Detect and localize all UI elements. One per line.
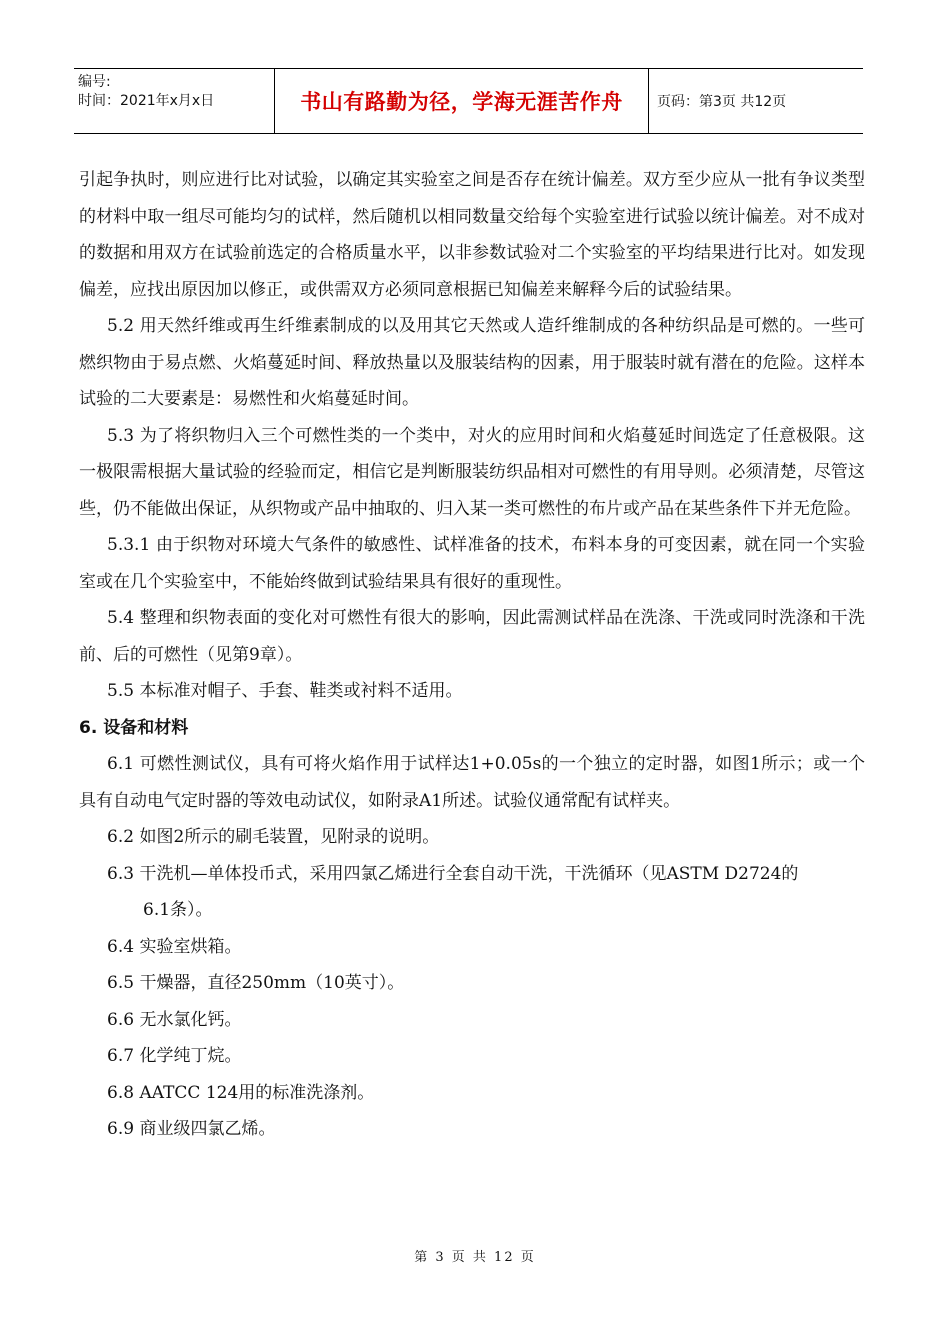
section-heading-6: 6. 设备和材料 [79, 717, 189, 738]
page-header [74, 68, 863, 134]
paragraph-6-1: 6.1 可燃性测试仪，具有可将火焰作用于试样达1+0.05s的一个独立的定时器，如图1所示；或一个具有自动电气定时器的等效电动试仪，如附录A1所述。试验仪通常配有试样夹。 [79, 754, 865, 811]
page-footer: 第 3 页 共 12 页 [414, 1250, 536, 1265]
paragraph-5-3-1: 5.3.1 由于织物对环境大气条件的敏感性、试样准备的技术，布料本身的可变因素，就在同一个实验室或在几个实验室中，不能始终做到试验结果具有很好的重现性。 [79, 535, 865, 592]
list-item-6-3-line1: 6.3 干洗机—单体投币式，采用四氯乙烯进行全套自动干洗，干洗循环（见ASTM D2724的 [107, 863, 799, 884]
list-item-6-5: 6.5 干燥器，直径250mm（10英寸）。 [107, 973, 405, 993]
list-item-6-7: 6.7 化学纯丁烷。 [107, 1046, 242, 1066]
list-item-6-2: 6.2 如图2所示的刷毛装置，见附录的说明。 [107, 827, 440, 847]
list-item-6-3-line2: 6.1条）。 [143, 900, 213, 920]
list-item-6-3 [79, 856, 865, 929]
paragraph-intro: 引起争执时，则应进行比对试验，以确定其实验室之间是否存在统计偏差。双方至少应从一批有争议类型的材料中取一组尽可能均匀的试样，然后随机以相同数量交给每个实验室进行试验以统计偏差。对不成对的数据和用双方在试验前选定的合格质量水平，以非参数试验对二个实验室的平均结果进行比对。如发现偏差，应找出原因加以修正，或供需双方必须同意根据已知偏差来解释今后的试验结果。 [79, 170, 865, 300]
time-label: 时间：2021年x月x日 [78, 93, 215, 109]
document-body [79, 162, 865, 1148]
header-motto: 书山有路勤为径，学海无涯苦作舟 [275, 69, 649, 133]
list-item-6-6: 6.6 无水氯化钙。 [107, 1009, 242, 1030]
header-meta [74, 69, 275, 133]
number-label: 编号: [78, 74, 111, 90]
paragraph-5-5: 5.5 本标准对帽子、手套、鞋类或衬料不适用。 [107, 681, 463, 701]
paragraph-5-3: 5.3 为了将织物归入三个可燃性类的一个类中，对火的应用时间和火焰蔓延时间选定了任意极限。这一极限需根据大量试验的经验而定，相信它是判断服装纺织品相对可燃性的有用导则。必须清楚，尽管这些，仍不能做出保证，从织物或产品中抽取的、归入某一类可燃性的布片或产品在某些条件下并无危险。 [79, 425, 865, 519]
paragraph-5-4: 5.4 整理和织物表面的变化对可燃性有很大的影响，因此需测试样品在洗涤、干洗或同时洗涤和干洗前、后的可燃性（见第9章）。 [79, 608, 865, 665]
paragraph-5-2: 5.2 用天然纤维或再生纤维素制成的以及用其它天然或人造纤维制成的各种纺织品是可燃的。一些可燃织物由于易点燃、火焰蔓延时间、释放热量以及服装结构的因素，用于服装时就有潜在的危险。这样本试验的二大要素是：易燃性和火焰蔓延时间。 [79, 316, 865, 409]
list-item-6-4: 6.4 实验室烘箱。 [107, 936, 242, 957]
list-item-6-8: 6.8 AATCC 124用的标准洗涤剂。 [107, 1082, 375, 1103]
header-page-info: 页码：第3页 共12页 [657, 94, 787, 110]
list-item-6-9: 6.9 商业级四氯乙烯。 [107, 1119, 276, 1139]
